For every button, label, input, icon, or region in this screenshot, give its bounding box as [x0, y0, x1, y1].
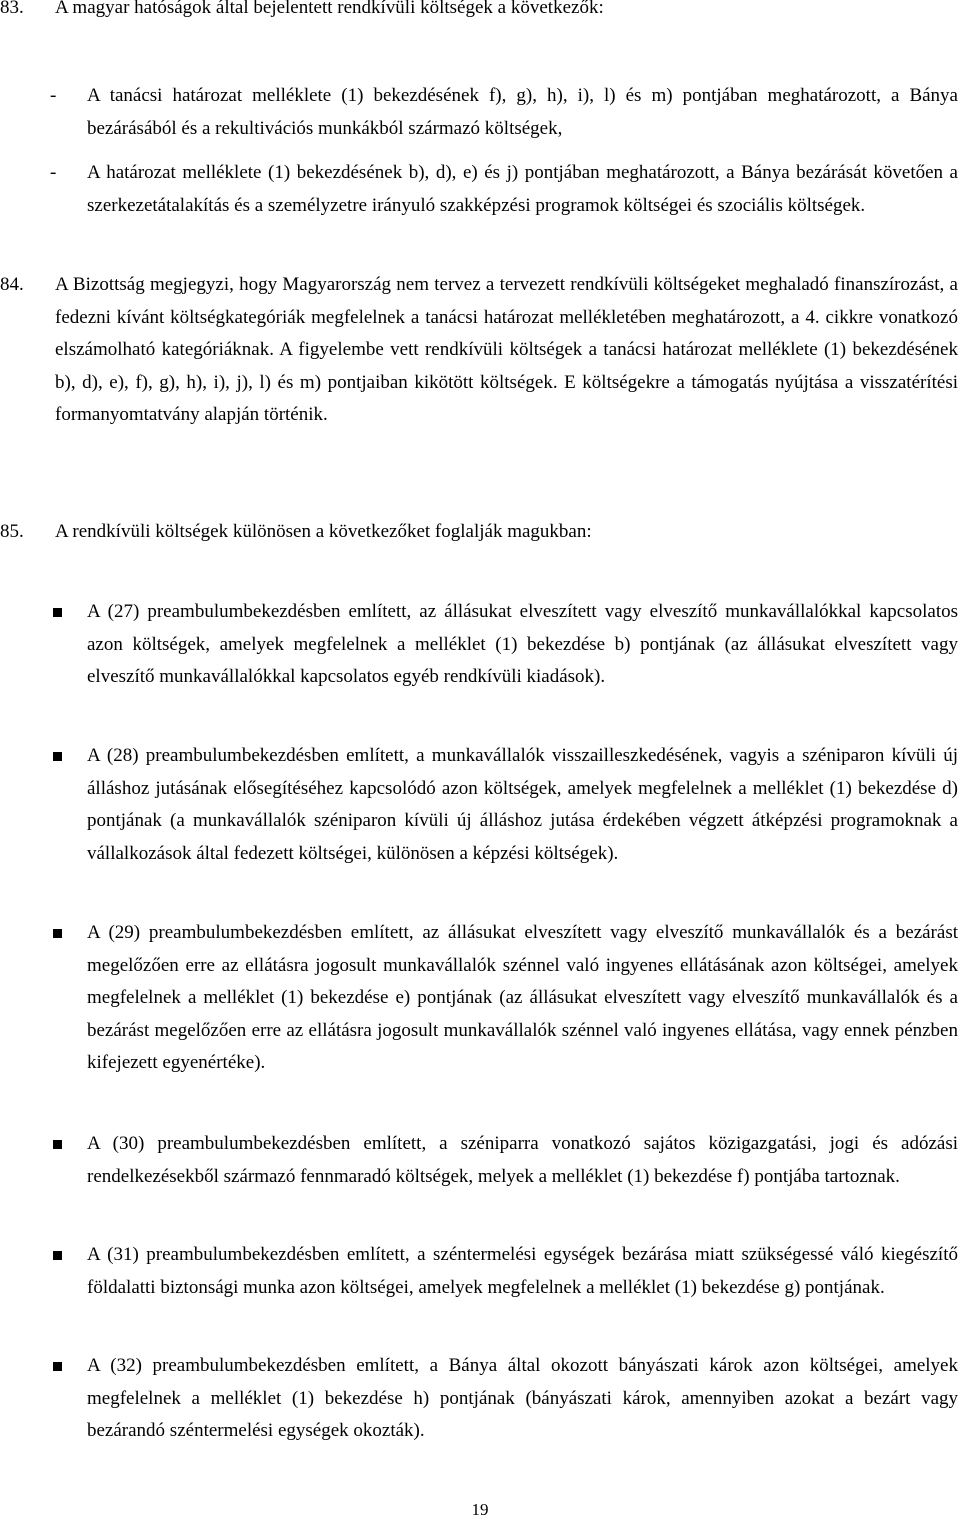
dash-item-text: A határozat melléklete (1) bekezdésének b), d), e) és j) pontjában meghatározott, a Bánya bezárását követően a szerkezetátalakítás és a személyzetre irányuló szakképzési programok költségei és szociális költségek. — [87, 162, 958, 216]
bullet-text: A (29) preambulumbekezdésben említett, az állásukat elveszített vagy elveszítő munkavállalók és a bezárást megelőzően erre az ellátásra jogosult munkavállalók szénnel való ingyenes ellátásának azon költségei, amelyek megfelelnek a melléklet (1) bekezdése e) pontjának (az állásukat elveszített vagy elveszítő munkavállalók és a bezárást megelőzően erre az ellátásra jogosult munkavállalók szénnel való ingyenes ellátása, vagy ennek pénzben kifejezett egyenértéke). — [87, 922, 958, 1073]
paragraph-number: 85. — [0, 521, 24, 542]
paragraph-84 — [0, 269, 958, 432]
bullet-item — [0, 1350, 958, 1448]
square-bullet-icon — [53, 929, 62, 938]
bullet-text: A (28) preambulumbekezdésben említett, a munkavállalók visszailleszkedésének, vagyis a széniparon kívüli új álláshoz jutásának elősegítéséhez kapcsolódó azon költségek, amelyek megfelelnek a melléklet (1) bekezdése d) pontjának (a munkavállalók széniparon kívüli új álláshoz jutása érdekében végzett átképzési programoknak a vállalkozások által fedezett költségei, különösen a képzési költségek). — [87, 745, 958, 864]
paragraph-text: A Bizottság megjegyzi, hogy Magyarország nem tervez a tervezett rendkívüli költségeket meghaladó finanszírozást, a fedezni kívánt költségkategóriák megfelelnek a tanácsi határozat mellékletében meghatározott, a 4. cikkre vonatkozó elszámolható kategóriáknak. A figyelembe vett rendkívüli költségek a tanácsi határozat melléklete (1) bekezdésének b), d), e), f), g), h), i), j), l) és m) pontjaiban kikötött költségek. E költségekre a támogatás nyújtása a visszatérítési formanyomtatvány alapján történik. — [55, 274, 958, 425]
bullet-text: A (27) preambulumbekezdésben említett, az állásukat elveszített vagy elveszítő munkavállalókkal kapcsolatos azon költségek, amelyek megfelelnek a melléklet (1) bekezdése b) pontjának (az állásukat elveszített vagy elveszítő munkavállalókkal kapcsolatos egyéb rendkívüli kiadások). — [87, 601, 958, 687]
square-bullet-icon — [53, 1251, 62, 1260]
square-bullet-icon — [53, 608, 62, 617]
dash-marker: - — [50, 162, 57, 183]
bullet-item — [0, 1128, 958, 1193]
bullet-item — [0, 596, 958, 694]
paragraph-text: A magyar hatóságok által bejelentett rendkívüli költségek a következők: — [55, 0, 604, 18]
square-bullet-icon — [53, 1140, 62, 1149]
dash-item — [0, 157, 958, 222]
bullet-item — [0, 917, 958, 1080]
square-bullet-icon — [53, 1362, 62, 1371]
bullet-text: A (32) preambulumbekezdésben említett, a Bánya által okozott bányászati károk azon költségei, amelyek megfelelnek a melléklet (1) bekezdése h) pontjának (bányászati károk, amennyiben azokat a bezárt vagy bezárandó széntermelési egységek okozták). — [87, 1355, 958, 1441]
dash-item-text: A tanácsi határozat melléklete (1) bekezdésének f), g), h), i), l) és m) pontjában meghatározott, a Bánya bezárásából és a rekultivációs munkákból származó költségek, — [87, 85, 958, 139]
paragraph-83 — [0, 0, 958, 25]
paragraph-number: 83. — [0, 0, 24, 18]
square-bullet-icon — [53, 752, 62, 761]
bullet-item — [0, 740, 958, 870]
bullet-item — [0, 1239, 958, 1304]
paragraph-85 — [0, 516, 958, 549]
dash-item — [0, 80, 958, 145]
bullet-text: A (30) preambulumbekezdésben említett, a széniparra vonatkozó sajátos közigazgatási, jogi és adózási rendelkezésekből származó fennmaradó költségek, melyek a melléklet (1) bekezdése f) pontjába tartoznak. — [87, 1133, 958, 1187]
paragraph-text: A rendkívüli költségek különösen a következőket foglalják magukban: — [55, 521, 592, 542]
bullet-text: A (31) preambulumbekezdésben említett, a széntermelési egységek bezárása miatt szükségessé váló kiegészítő földalatti biztonsági munka azon költségei, amelyek megfelelnek a melléklet (1) bekezdése g) pontjának. — [87, 1244, 958, 1298]
page-number: 19 — [471, 1500, 489, 1519]
dash-marker: - — [50, 85, 57, 106]
paragraph-number: 84. — [0, 274, 24, 295]
